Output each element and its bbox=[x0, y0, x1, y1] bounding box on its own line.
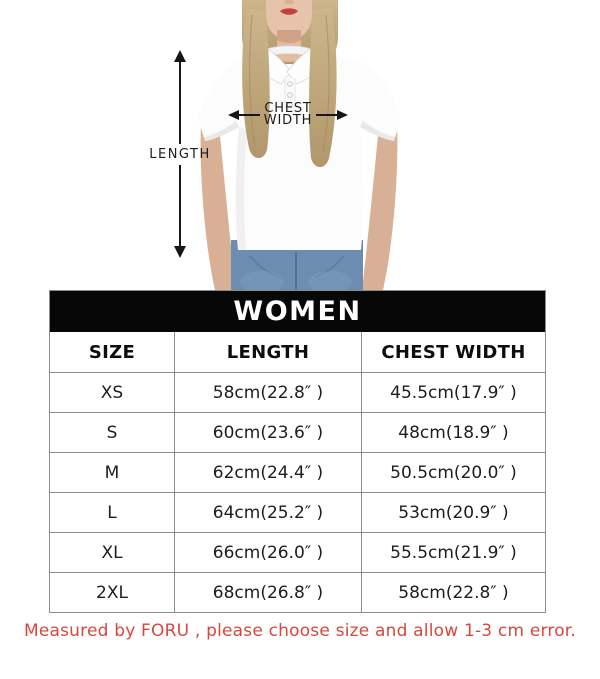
size-table-body bbox=[50, 372, 545, 612]
shirt-button bbox=[288, 93, 293, 98]
model-right-arm bbox=[362, 122, 397, 290]
chest-width-cell: 55.5cm(21.9″ ) bbox=[361, 533, 545, 572]
size-cell: 2XL bbox=[96, 582, 128, 603]
arrow-right-icon bbox=[337, 110, 348, 120]
length-cell: 58cm(22.8″ ) bbox=[174, 373, 361, 412]
arrow-line bbox=[179, 165, 181, 247]
chest-width-cell: 53cm(20.9″ ) bbox=[361, 493, 545, 532]
size-cell: M bbox=[104, 462, 120, 483]
chest-width-label-line2: WIDTH bbox=[263, 113, 313, 128]
size-cell: XS bbox=[100, 382, 124, 403]
chest-width-cell: 45.5cm(17.9″ ) bbox=[361, 373, 545, 412]
arrow-line bbox=[179, 62, 181, 144]
table-header-row bbox=[50, 332, 545, 372]
size-cell: XL bbox=[101, 542, 123, 563]
arrow-up-icon bbox=[174, 50, 186, 62]
arrow-line bbox=[316, 114, 337, 116]
table-row bbox=[50, 532, 545, 572]
length-cell: 68cm(26.8″ ) bbox=[174, 573, 361, 612]
model-photo bbox=[0, 0, 600, 290]
column-header-size: SIZE bbox=[88, 341, 136, 363]
length-measurement-arrow bbox=[148, 50, 212, 258]
column-header-chest-width: CHEST WIDTH bbox=[361, 332, 545, 372]
model-neck-shadow bbox=[277, 30, 301, 43]
measurement-note: Measured by FORU , please choose size and allow 1-3 cm error. bbox=[23, 621, 577, 641]
table-row bbox=[50, 492, 545, 532]
arrow-down-icon bbox=[174, 246, 186, 258]
size-cell: L bbox=[107, 502, 117, 523]
size-chart-table bbox=[49, 290, 546, 613]
shirt-button bbox=[288, 82, 293, 87]
chest-width-label-line1: CHEST bbox=[264, 101, 312, 116]
table-row bbox=[50, 372, 545, 412]
size-chart-title: WOMEN bbox=[50, 291, 545, 332]
chest-width-cell: 58cm(22.8″ ) bbox=[361, 573, 545, 612]
chest-width-label bbox=[264, 103, 312, 127]
table-row bbox=[50, 452, 545, 492]
length-label: LENGTH bbox=[149, 146, 211, 162]
size-cell: S bbox=[106, 422, 118, 443]
length-cell: 60cm(23.6″ ) bbox=[174, 413, 361, 452]
arrow-left-icon bbox=[228, 110, 239, 120]
length-cell: 62cm(24.4″ ) bbox=[174, 453, 361, 492]
column-header-length: LENGTH bbox=[174, 332, 361, 372]
length-cell: 66cm(26.0″ ) bbox=[174, 533, 361, 572]
table-row bbox=[50, 572, 545, 612]
table-row bbox=[50, 412, 545, 452]
arrow-line bbox=[239, 114, 260, 116]
length-cell: 64cm(25.2″ ) bbox=[174, 493, 361, 532]
chest-width-cell: 50.5cm(20.0″ ) bbox=[361, 453, 545, 492]
model-illustration bbox=[0, 0, 600, 290]
chest-width-cell: 48cm(18.9″ ) bbox=[361, 413, 545, 452]
chest-width-measurement-arrow bbox=[228, 99, 348, 131]
